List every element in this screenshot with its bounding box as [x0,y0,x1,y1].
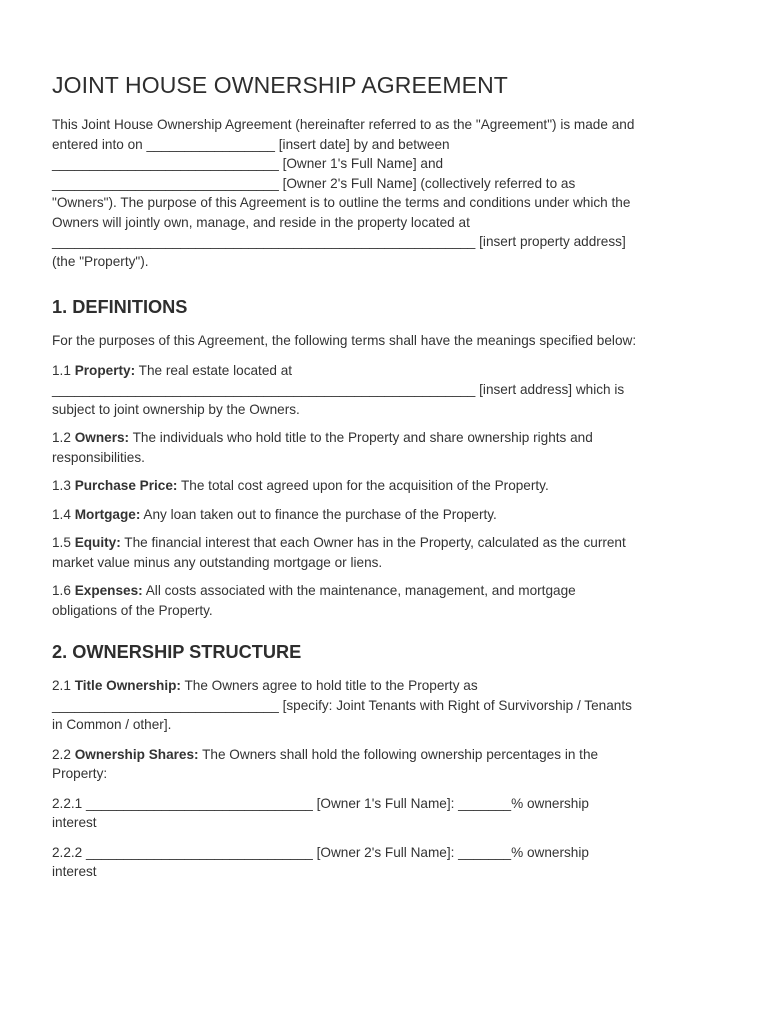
structure-text: Property: [52,766,108,781]
definition-term: Expenses: [74,583,143,598]
structure-number: 2.2 [52,746,71,762]
definition-text: responsibilities. [52,449,145,465]
definition-number: 1.5 [52,535,71,550]
definition-number: 1.6 [52,583,71,598]
section-heading-ownership-structure: 2. OWNERSHIP STRUCTURE [52,642,302,662]
intro-line: Owners will jointly own, manage, and reside in the property located at [52,214,470,230]
definition-term: Mortgage: [74,506,141,522]
intro-line: "Owners"). The purpose of this Agreement is to outline the terms and conditions under which the [52,195,631,210]
definition-term: Purchase Price: [74,478,178,493]
definition-text: ________________________________________________________ [insert address] which is [52,382,625,397]
intro-line: ______________________________ [Owner 2's Full Name] (collectively referred to as [52,175,576,191]
structure-item [52,745,724,784]
ownership-share-item [52,794,724,833]
structure-number: 2.1 [52,678,71,693]
intro-line: ______________________________ [Owner 1's Full Name] and [52,156,444,171]
ownership-share-text: 2.2.1 ______________________________ [Owner 1's Full Name]: _______% ownership [52,795,589,811]
intro-line: entered into on _________________ [insert date] by and between [52,136,450,152]
document-page [52,70,724,892]
section-heading-definitions: 1. DEFINITIONS [52,297,188,317]
structure-term: Title Ownership: [74,678,181,693]
definition-item [52,428,724,467]
ownership-share-text: 2.2.2 ______________________________ [Owner 2's Full Name]: _______% ownership [52,844,589,860]
structure-text: The Owners agree to hold title to the Property as [184,678,478,693]
intro-paragraph [52,115,724,271]
definition-text: subject to joint ownership by the Owners. [52,401,300,417]
definition-text: All costs associated with the maintenance, management, and mortgage [145,583,576,598]
ownership-share-text: interest [52,815,97,830]
structure-term: Ownership Shares: [74,746,199,762]
definition-item [52,476,724,496]
intro-line: ________________________________________________________ [insert property address] [52,234,626,249]
structure-text: in Common / other]. [52,717,172,732]
definition-text: The real estate located at [138,362,293,378]
definition-item [52,361,724,420]
definition-item [52,581,724,620]
document-title: JOINT HOUSE OWNERSHIP AGREEMENT [52,72,508,98]
intro-line: This Joint House Ownership Agreement (hereinafter referred to as the "Agreement") is made and [52,117,635,132]
definition-text: The individuals who hold title to the Property and share ownership rights and [132,430,593,445]
structure-text: The Owners shall hold the following ownership percentages in the [202,746,599,762]
definition-term: Equity: [74,535,121,550]
structure-item [52,676,724,735]
intro-line: (the "Property"). [52,253,149,269]
structure-text: ______________________________ [specify: Joint Tenants with Right of Survivorship / Tenants [52,697,632,713]
ownership-share-item [52,843,724,882]
definition-item [52,533,724,572]
definition-text: Any loan taken out to finance the purchase of the Property. [143,506,497,522]
definition-text: The total cost agreed upon for the acquisition of the Property. [180,478,549,493]
definition-text: obligations of the Property. [52,602,213,618]
definition-term: Property: [74,362,136,378]
definition-text: market value minus any outstanding mortgage or liens. [52,554,383,570]
definition-number: 1.2 [52,430,71,445]
ownership-share-text: interest [52,864,97,879]
definition-number: 1.3 [52,478,71,493]
definition-term: Owners: [74,430,130,445]
definition-item [52,505,724,525]
definition-text: The financial interest that each Owner has in the Property, calculated as the current [124,535,626,550]
definition-number: 1.4 [52,506,71,522]
definition-number: 1.1 [52,362,71,378]
definitions-lead: For the purposes of this Agreement, the following terms shall have the meanings specified below: [52,333,637,348]
